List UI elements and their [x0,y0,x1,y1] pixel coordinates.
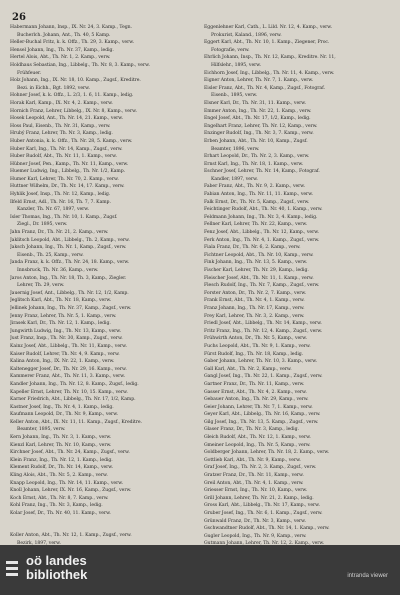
entry-line: Frühfeuer. [17,70,42,76]
entry-line: Heller-Buchal Fritz, k. k. Offz., Th. 29, 3. Kamp., verw. [10,40,134,46]
entry-line: Gleich Rudolf, Abt., Th. Nr. 12, 1. Kamp., verw. [204,435,311,441]
entry-line: Kapeller Ernst, Lehrer, Th. Nr. 10, 15. Kamp., verw. [10,389,128,395]
entry-line: Koller Anton, Abt., Th. Nr. 12, 1. Kamp., Zugsf., verw. [10,533,132,539]
entry-line: Kling Alois, Abt., Th. Nr. 5, 2. Kamp., verw. [10,473,108,479]
entry-line: Gaber Johann, Lehrer, Th. Nr. 10, 3. Kamp., verw. [204,359,318,365]
entry-line: Kolar Josef, Dr., Th. Nr. 40, 11. Kamp., verw. [10,511,111,516]
entry-line: Kohl Franz, Ing., Th. Nr. 3, Kamp., ledig. [10,503,103,509]
entry-line: Kalina Anton, Ing., IX. Nr. 22, 1. Kamp., verw. [10,359,115,365]
entry-line: Horak Karl, Kamp., IX. Nr. 4, 2. Kamp., verw. [10,100,113,106]
entry-line: Eggenlehner Karl, Cath., L. Lild. Nr. 12, 4. Kamp., verw. [204,25,333,30]
entry-line: Knoll Johann, Lehrer, IX. Nr. 16, Kamp., Zugsf., verw. [10,488,132,494]
entry-line: Innsbruck, Th. Nr. 36, Kamp., verw. [17,268,99,273]
entry-line: Hosek Leopold, Ant., Th. Nr. 14, 21. Kamp., verw. [10,116,124,122]
entry-line: Bucherlch. Johann, Ant., Th. 40, 5 Kamp. [17,32,111,38]
entry-line: Kern Johann, Ing., Th. Nr. 3, 1. Kamp., verw. [10,435,112,441]
entry-line: Jeglitsch Karl, Abt., Th. Nr. 18, Kamp., verw. [10,298,112,304]
entry-line [10,525,196,533]
entry-line: Prokurist, Kaland., 1896, verw. [211,32,282,38]
entry-line: Eschner Josef, Lehrer, Th. Nr. 14, Kamp., Fotograf. [204,169,320,175]
entry-line: Eichhorn Josef, Ing., Libbelg., Th. Nr. 11, 4. Kamp., verw. [204,70,335,76]
entry-line: Hensel Johann, Ing., Th. Nr. 37, Kamp., ledig. [10,47,114,53]
entry-line: Kaufmann Leopold, Dr., Th. Nr. 9, Kamp., verw. [10,412,118,418]
entry-line: Knapp Leopold, Ing., Th. Nr. 14, 11. Kamp., verw. [10,480,123,486]
entry-line: Kammerer Franz, Abt., Th. Nr. 11, 3. Kamp., verw. [10,374,126,380]
entry-line: Fenz Josef, Abt., Libbelg., Th. Nr. 12, Kamp., verw. [204,230,319,236]
entry-line: Fleischer Josef, Abt., Th. Nr. 11, 1. Kamp., verw. [204,275,314,281]
entry-line: Fichtner Leopold, Abt., Th. Nr. 10, Kamp., verw. [204,252,314,258]
entry-line: Hoss Paul, Eisenb., Th. Nr. 31, Kamp., verw. [10,123,111,129]
entry-line: Jaksch Johann, Ing., Th. Nr. 1, Kamp., Zugsf., verw. [10,245,127,251]
entry-line: Hohner Josef, k. k. Offz., L. 2/3, 1. 6, 11. Kamp., ledig. [10,93,134,99]
logo-line-1: oö landes [26,553,87,568]
entry-line: Jahn Franz, Dr., Th. Nr. 21, 2. Kamp., verw. [10,230,109,236]
entry-line: Elsner Karl, Dr., Th. Nr. 31, 11. Kamp., verw. [204,100,307,106]
entry-line: Ilfeld Ernst, Adl., Th. Nr. 16, Th. 7, 7. Kamp. [10,199,111,205]
entry-line: Fotografie, verw. [211,47,250,53]
entry-line: Jungwirth Ludwig, Ing., Th. Nr. 13, Kamp., verw. [10,328,122,334]
entry-line: Kienzl Karl, Lehrer, Th. Nr. 10, Kamp., verw. [10,442,112,448]
entry-line: Jaros Anton, Ing., Th. Nr. 18, Th. 3, Kamp., Ziegler. [10,275,127,281]
entry-line: Huemer Ludwig, Ing., Libbelg., Th. Nr. 1/2, Kamp. [10,169,125,175]
entry-line: Kastner Josef, Ing., Th. Nr. 4, 1. Kamp., ledig. [10,404,114,410]
entry-line: Hertel Alois, Abt., Th. Nr. 1, 2. Kamp., verw. [10,55,111,61]
entry-line: Erhart Leopold, Dr., Th. Nr. 2, 3. Kamp., verw. [204,154,310,160]
entry-line: Just Franz, Insp., Th. Nr. 30, Kamp., Zugsf., verw. [10,336,123,342]
entry-line: Keller Anton, Abt., IX. Nr. 11, 11. Kamp., Zugsf., Kreditre. [10,419,142,425]
entry-line: Franz Johann, Ing., Th. Nr. 17, Kamp., verw. [204,305,305,311]
entry-line: Beamter, 1896, verw. [211,146,260,152]
entry-line: Gutmann Johann, Lehrer, Th. Nr. 12, 2. Kamp., verw. [204,541,325,545]
entry-line: Emmer Anton, Ing., Th. Nr. 22, 1. Kamp., verw. [204,108,312,114]
entry-line: Habermann Johann, Insp., IX. Nr. 24, 3. Kamp., Tegn. [10,25,132,30]
entry-line: Gschwandtner Rudolf, Abt., Th. Nr. 14, 1. Kamp., verw. [204,526,330,532]
entry-line: Klein Franz, Ing., Th. Nr. 12, 1. Kamp., ledig. [10,457,113,463]
entry-line: Enzinger Rudolf, Ing., Th. Nr. 3, 7. Kamp., verw. [204,131,314,137]
entry-line: Falk Ernst, Dr., Th. Nr. 5, Kamp., Zugsf., verw. [204,199,310,205]
entry-line: Ziegl., Dr. 1895, verw. [17,222,68,228]
entry-line: Engel Josef, Abt., Th. Nr. 17, 1/2, Kamp., ledig. [204,116,311,122]
entry-line: Bezirk, 1897, verw. [17,540,61,545]
entry-line: Jaklitsch Leopold, Abt., Libbelg., Th. 2, Kamp., verw. [10,237,130,243]
entry-line: Hübner Josef, Pen., Kamp., Th. Nr. 11, Kamp., verw. [10,161,129,167]
entry-line: Forster Anton, Dr., Th. Nr. 2, 7. Kamp., verw. [204,290,307,296]
entry-line: Jenny Franz, Lehrer, Th. Nr. 5, 1. Kamp., verw. [10,313,117,319]
entry-line: Kirchner Josef, Abt., Th. Nr. 24, Kamp., Zugsf., verw. [10,450,130,456]
entry-line: Fiala Franz, Dr., Th. Nr. 6, 2. Kamp., verw. [204,245,301,251]
entry-line: Fischer Karl, Lehrer, Th. Nr. 29, Kamp., ledig. [204,268,309,273]
entry-line: Erben Johann, Abt., Th. Nr. 10, Kamp., Zugsf. [204,138,308,144]
logo-line-2: bibliothek [26,567,88,582]
entry-line: Eisenb., Th. 25, Kamp., verw. [17,252,84,258]
entry-line: Hornich Franz, Lehrer, Libbelg., IX. Nr. 8, Kamp., verw. [10,108,137,114]
library-logo[interactable] [6,552,87,584]
entry-line: Eigner Anton, Lehrer, Th. Nr. 7, 1. Kamp., verw. [204,78,314,84]
entry-line: Faber Franz, Abt., Th. Nr. 9, 2. Kamp., verw. [204,184,306,190]
logo-mark-icon [6,552,20,584]
entry-line: Gmeiner Leopold, Ing., Th. Nr. 5, Kamp., verw. [204,442,311,448]
page-number: 26 [12,12,26,23]
entry-line: Gall Karl, Abt., Th. Nr. 2, Kamp., verw. [204,366,292,372]
entry-line: Gebauer Anton, Ing., Th. Nr. 29, Kamp., verw. [204,397,309,403]
entry-line: Geyer Karl, Abt., Libbelg., Th. Nr. 16, Kamp., verw. [204,412,321,418]
entry-line: Gruber Josef, Ing., Th. Nr. 6, 1. Kamp., Zugsf., verw. [204,511,323,516]
entry-line: Jirasek Karl, Dr., Th. Nr. 12, 1. Kamp., ledig. [10,321,111,327]
entry-line: Eggert Karl, Abt., Th. Nr. 10, 1. Kamp., Ziegener, Proc. [204,40,330,46]
entry-line: Fellner Karl, Lehrer, Th. Nr. 22, Kamp., verw. [204,222,308,228]
entry-line: Grill Johann, Lehrer, Th. Nr. 21, 2. Kamp., ledig. [204,495,314,501]
entry-line: Hilfslehr., 1895, verw. [211,62,262,68]
viewer-label[interactable]: intranda viewer [347,573,388,579]
entry-line: Flesch Rudolf, Ing., Th. Nr. 7, Kamp., Zugsf., verw. [204,283,320,289]
entry-line: Gilg Josef, Ing., Th. Nr. 13, 5. Kamp., Zugsf., verw. [204,419,319,425]
entry-line: Lehrer, Th. 29, verw. [17,283,65,289]
entry-line: Kaltenegger Josef, Dr., Th. Nr. 29, 16. Kamp., verw. [10,366,127,372]
entry-line: Frühwirth Anton, Dr., Th. Nr. 5, Kamp., verw. [204,336,308,342]
entry-line: Jellinek Johann, Ing., Th. Nr. 37, Kamp., Zugsf., verw. [10,305,132,311]
entry-line: Karner Friedrich, Abt., Libbelg., Th. Nr. 17, 1/2, Kamp. [10,397,136,403]
entry-line: Ehrlich Johann, Insp., Th. Nr. 12, Kamp., Kreditre. Nr. 11, [204,55,336,61]
entry-line: Engelhart Franz, Lehrer, Th. Nr. 12, Kamp., verw. [204,123,318,129]
entry-line: Kanzler, Th. Nr. 67, 1897, verw. [17,207,90,213]
entry-line: Hrubý Franz, Lehrer, Th. Nr. 3, Kamp., ledig. [10,131,113,137]
entry-line: Gangl Josef, Ing., Th. Nr. 22, 1. Kamp., Zugsf., verw. [204,374,323,380]
entry-line: Klement Rudolf, Dr., Th. Nr. 14, Kamp., verw. [10,465,114,471]
entry-line: Friedl Josef, Abt., Libbelg., Th. Nr. 14, Kamp., verw. [204,321,322,327]
entry-line: Gugler Leopold, Ing., Th. Nr. 9, Kamp., verw. [204,533,307,539]
entry-line: Gartner Franz, Dr., Th. Nr. 11, Kamp., verw. [204,381,305,387]
entry-line: Greil Anton, Abt., Th. Nr. 4, 1. Kamp., verw. [204,480,304,486]
entry-line: Holdhaus Sebastian, Ing., Libbelg., Th. Nr. 8, 3. Kamp., verw. [10,62,150,68]
entry-line: Grünwald Franz, Dr., Th. Nr. 3, Kamp., verw. [204,518,306,524]
entry-line: Graf Josef, Ing., Th. Nr. 2, 3. Kamp., Zugsf., verw. [204,465,317,471]
entry-line: Gratzer Franz, Dr., Th. Nr. 11, Kamp., verw. [204,473,304,479]
entry-line: Feldmann Johann, Ing., Th. Nr. 3, 4. Kamp., ledig. [204,214,318,220]
entry-line: Huttner Wilhelm, Dr., Th. Nr. 14, 17. Kamp., verw. [10,184,125,190]
entry-line: Kainz Josef, Abt., Libbelg., Th. Nr. 11, Kamp., verw. [10,343,127,349]
entry-line: Glaser Franz, Dr., Th. Nr. 3, Kamp., ledig. [204,427,299,433]
entry-line: Jauernig Josef, Ant., Libbelg., Th. Nr. 12, 1/2, Kamp. [10,290,129,296]
entry-line: Frank Ernst, Abt., Th. Nr. 4, 1. Kamp., verw. [204,298,305,304]
entry-line: Beamter, 1895, verw. [17,427,66,433]
entry-line: Fürst Rudolf, Ing., Th. Nr. 18, Kamp., ledig. [204,351,304,357]
entry-line: Frey Karl, Lehrer, Th. Nr. 3, 2. Kamp., verw. [204,313,305,319]
entry-line: Kaiser Rudolf, Lehrer, Th. Nr. 4, 9. Kamp., verw. [10,351,120,357]
entry-line: Kandler, 1897, verw. [211,176,258,182]
entry-line: Gross Karl, Abt., Libbelg., Th. Nr. 17, Kamp., verw. [204,503,320,509]
entry-line: Koch Ernst, Abt., Th. Nr. 8, 7. Kamp., verw. [10,495,109,501]
entry-line: Janda Franz, k. k. Offz., Th. Nr. 24, 18. Kamp., verw. [10,260,130,266]
entry-line: Kandler Johann, Ing., Th. Nr. 12, 8. Kamp., Zugsf., ledig. [10,381,139,387]
entry-line: Gasser Ernst, Abt., Th. Nr. 4, 2. Kamp., verw. [204,389,307,395]
entry-line: Eisenb., 1895, verw. [211,93,258,99]
entry-line: Isler Thomas, Ing., Th. Nr. 10, 1. Kamp., Zugsf. [10,214,118,220]
entry-line: Bezi. in Eichh., Bgt. 1892, verw. [17,85,90,91]
entry-line: Fabian Anton, Ing., Th. Nr. 11, 11. Kamp., verw. [204,192,313,198]
entry-line: Humer Karl, Lehrer, Th. Nr. 70, 2. Kamp., verw. [10,176,119,182]
left-column [10,24,196,545]
entry-line: Gottlieb Karl, Abt., Th. Nr. 9, Kamp., verw. [204,457,301,463]
entry-line: Feichtinger Rudolf, Abt., Th. Nr. 40, 1. Kamp., verw. [204,207,323,213]
entry-line: Fritz Franz, Ing., Th. Nr. 12, 4. Kamp., Zugsf., verw. [204,328,323,334]
entry-line: Fuchs Leopold, Abt., Th. Nr. 9, 1. Kamp., verw. [204,343,311,349]
entry-line: Huber Antonia, k. k. Offz., Th. Nr. 28, 5. Kamp., verw. [10,138,133,144]
entry-line: Huber Rudolf, Abt., Th. Nr. 11, 1. Kamp., verw. [10,154,117,160]
entry-line: Griesser Ernst, Ing., Th. Nr. 10, Kamp., verw. [204,488,308,494]
entry-line: Huber Karl, Ing., Th. Nr. 14, Kamp., Zugsf., verw. [10,146,123,152]
entry-line: Ferk Anton, Ing., Th. Nr. 4, 1. Kamp., Zugsf., verw. [204,237,320,243]
entry-line: Holz Johann, Ing., IX. Nr. 18, 10. Kamp., Zugsf., Kreditre. [10,78,141,84]
entry-line: Geier Johann, Lehrer, Th. Nr. 7, 1. Kamp., verw. [204,404,313,410]
entry-line: Ernst Karl, Ing., Th. Nr. 18, 1. Kamp., verw. [204,161,304,167]
entry-line: Fink Johann, Ing., Th. Nr. 13, 5. Kamp., verw. [204,260,308,266]
right-column [204,24,390,545]
entry-line: Hyhlik Josef, Insp., Th. Nr. 12, Kamp., ledig. [10,192,111,198]
logo-text [26,554,87,582]
entry-line: Goldberger Johann, Lehrer, Th. Nr. 18, 2. Kamp., verw. [204,450,330,456]
entry-line: Eisler Franz, Abt., Th. Nr. 4, Kamp., Zugsf., Fotograf. [204,85,325,91]
